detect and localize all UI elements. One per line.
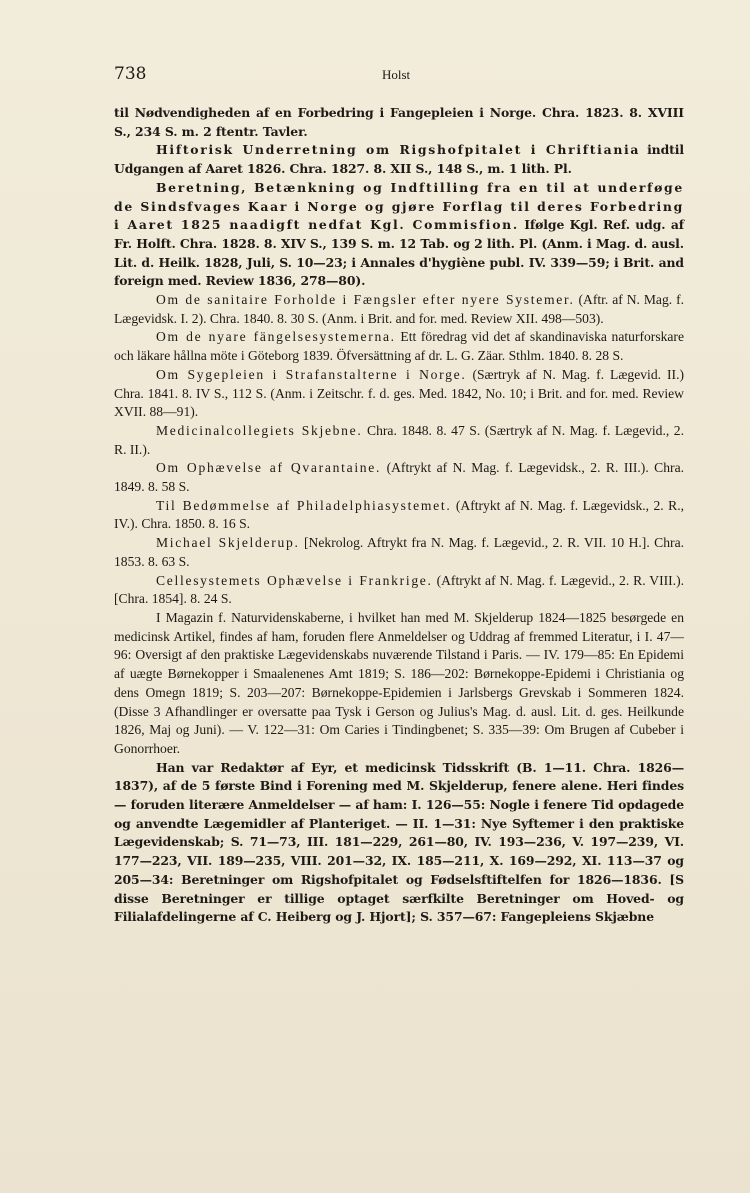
entry-text: til Nødvendigheden af en Forbedring i Fangepleien i Norge. Chra. 1823. 8. XVIII S., 234 S. m. 2 ftentr. Tavler.: [114, 105, 684, 139]
entry-text: Chra. 1848. 8. 47 S. (Særtryk af N. Mag. f. Lægevid., 2. R. II.).: [114, 422, 684, 457]
bibliography-entry: [114, 104, 684, 141]
bibliography-entry: [114, 328, 684, 365]
bibliography-entry: [114, 497, 684, 534]
bibliography-paragraph: [114, 759, 684, 927]
bibliography-paragraph: [114, 609, 684, 759]
entry-text: (Aftrykt af N. Mag. f. Lægevidsk., 2. R. III.). Chra. 1849. 8. 58 S.: [114, 460, 684, 495]
bibliography-entry: [114, 291, 684, 328]
entry-title: Om Ophævelse af Qvarantaine.: [156, 460, 382, 476]
bibliography-entry: [114, 422, 684, 459]
bibliography-entry: [114, 572, 684, 609]
entry-text: Han var Redaktør af Eyr, et medicinsk Tidsskrift (B. 1—11. Chra. 1826—1837), af de 5 første Bind i Forening med M. Skjelderup, fenere alene. Heri findes — foruden literære Anmeldelser — af ham: I. 126—55: Nogle i fenere Tid opdagede og anvendte Lægemidler af Planteriget. — II. 1—31: Nye Syftemer i den praktiske Lægevidenskab; S. 71—73, III. 181—229, 261—80, IV. 193—236, V. 197—239, VI. 177—223, VII. 189—235, VIII. 201—32, IX. 185—211, X. 169—292, XI. 113—37 og 205—34: Beretninger om Rigshofpitalet og Fødselsftiftelfen for 1826—1836. [Ѕ disse Beretninger er tillige optaget særfkilte Beretninger om Hoved- og Filialafdelingerne af C. Heiberg og J. Hjort]; S. 357—67: Fangepleiens Skjæbne: [114, 759, 684, 925]
page-header: [114, 64, 680, 88]
entry-text: (Særtryk af N. Mag. f. Lægevid. II.) Chra. 1841. 8. IV S., 112 S. (Anm. i Zeitschr. f. d. ges. Med. 1842, No. 10; i Brit. and for. med. Review XVII. 88—91).: [114, 366, 684, 420]
entry-text: Ett föredrag vid det af skandinaviska naturforskare och läkare hållna möte i Göteborg 1839. Öfversättning af dr. L. G. Zäar. Sthlm. 1840. 8. 28 S.: [114, 329, 684, 364]
entry-text: Ifølge Kgl. Ref. udg. af Fr. Holft. Chra. 1828. 8. XIV S., 139 S. m. 12 Tab. og 2 lith. Pl. (Anm. i Mag. d. ausl. Lit. d. Heilk. 1828, Juli, S. 10—23; i Annales d'hygiène publ. IV. 339—59; i Brit. and foreign med. Review 1836, 278—80).: [114, 217, 684, 289]
entry-title: Hiftorisk Underretning om Rigshofpitalet i Chriftiania: [156, 142, 641, 158]
bibliography-entry: [114, 366, 684, 422]
entry-title: Michael Skjelderup.: [156, 535, 300, 551]
entry-title: Om de sanitaire Forholde i Fængsler efter nyere Systemer.: [156, 292, 575, 308]
bibliography-entry: [114, 459, 684, 496]
entry-title: Beretning, Betænkning og Indftilling fra en til at underføge de Sindsfvages Kaar i Norge og gjøre Forflag til deres Forbedring i Aaret 1825 naadigft nedfat Kgl. Commisfion.: [114, 179, 684, 233]
bibliography-text: [114, 104, 684, 927]
entry-text: (Aftrykt af N. Mag. f. Lægevidsk., 2. R., IV.). Chra. 1850. 8. 16 S.: [114, 497, 685, 532]
entry-text: (Aftrykt af N. Mag. f. Lægevid., 2. R. VIII.). [Chra. 1854]. 8. 24 S.: [114, 572, 685, 607]
entry-title: Til Bedømmelse af Philadelphiasystemet.: [156, 497, 452, 513]
running-head: Holst: [382, 67, 411, 82]
entry-title: Medicinalcollegiets Skjebne.: [156, 422, 363, 438]
bibliography-entry: [114, 141, 684, 178]
bibliography-entry: [114, 534, 684, 571]
entry-text: (Aftr. af N. Mag. f. Lægevidsk. I. 2). Chra. 1840. 8. 30 S. (Anm. i Brit. and for. med. Review XII. 498—503).: [114, 292, 684, 326]
entry-text: [Nekrolog. Aftrykt fra N. Mag. f. Lægevid., 2. R. VII. 10 H.]. Chra. 1853. 8. 63 S.: [114, 535, 684, 569]
entry-title: Om de nyare fängelsesystemerna.: [156, 329, 396, 345]
entry-text: indtil Udgangen af Aaret 1826. Chra. 1827. 8. XII S., 148 S., m. 1 lith. Pl.: [114, 142, 684, 177]
entry-title: Cellesystemets Ophævelse i Frankrige.: [156, 572, 433, 588]
bibliography-entry: [114, 179, 684, 291]
entry-title: Om Sygepleien i Strafanstalterne i Norge.: [156, 366, 467, 382]
entry-text: I Magazin f. Naturvidenskaberne, i hvilket han med M. Skjelderup 1824—1825 besørgede en medicinsk Artikel, findes af ham, foruden flere Anmeldelser og Uddrag af fremmed Literatur, i I. 47—96: Oversigt af den praktiske Lægevidenskabs nuværende Tilstand i Paris. — IV. 179—85: En Epidemi af uægte Børnekopper i Smaalenenes Amt 1819; S. 186—202: Børnekoppe-Epidemi i Christiania og dens Omegn 1819; S. 203—207: Børnekoppe-Epidemien i Jarlsbergs Grevskab i Sommeren 1824. (Disse 3 Afhandlinger er oversatte paa Tysk i Gerson og Julius's Mag. d. ausl. Lit. d. ges. Heilkunde 1826, Maj og Juni). — V. 122—31: Om Caries i Tindingbenet; S. 335—39: Om Brugen af Cubeber i Gonorrhoer.: [114, 609, 684, 756]
page-number: 738: [114, 64, 147, 84]
